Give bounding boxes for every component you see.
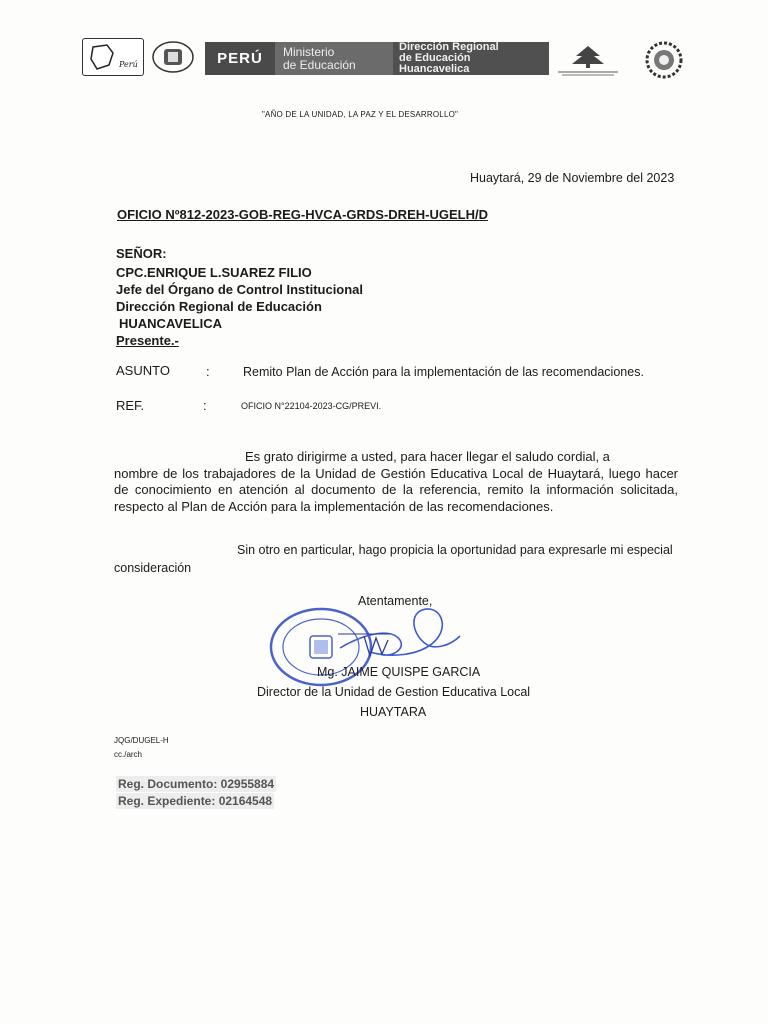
paragraph-1 — [114, 449, 678, 515]
document-date: Huaytará, 29 de Noviembre del 2023 — [470, 171, 675, 185]
asunto-colon: : — [206, 364, 210, 379]
signer-name: Mg. JAIME QUISPE GARCIA — [317, 665, 481, 679]
addressee-title: SEÑOR: — [116, 246, 167, 261]
signer-place: HUAYTARA — [360, 705, 427, 719]
presente-label: Presente.- — [116, 333, 179, 348]
initials: JQG/DUGEL-H — [114, 736, 169, 745]
paragraph-2-rest: consideración — [114, 561, 192, 575]
addressee-city: HUANCAVELICA — [119, 316, 223, 331]
cc-archive: cc./arch — [114, 750, 143, 759]
ugel-seal-icon — [640, 40, 688, 80]
addressee-position: Jefe del Órgano de Control Institucional — [116, 282, 364, 297]
addressee-name: CPC.ENRIQUE L.SUAREZ FILIO — [116, 265, 312, 280]
local-logo-icon — [83, 39, 143, 75]
ref-colon: : — [203, 398, 207, 413]
reg-expediente: Reg. Expediente: 02164548 — [118, 794, 273, 808]
huancavelica-tree-icon — [548, 42, 628, 76]
oficio-number: OFICIO Nº812-2023-GOB-REG-HVCA-GRDS-DREH-UGELH/D — [117, 207, 488, 222]
svg-text:Perú: Perú — [119, 60, 138, 69]
ref-text: OFICIO N°22104-2023-CG/PREVI. — [241, 401, 382, 411]
reg-documento: Reg. Documento: 02955884 — [118, 777, 275, 791]
paragraph-2-first-line: Sin otro en particular, hago propicia la oportunidad para expresarle mi especial — [237, 543, 673, 557]
peru-shield-icon — [150, 40, 196, 74]
year-motto: "AÑO DE LA UNIDAD, LA PAZ Y EL DESARROLLO" — [262, 110, 459, 119]
closing: Atentamente, — [358, 594, 433, 608]
asunto-label: ASUNTO — [116, 363, 170, 378]
dre-label: Dirección Regional de Educación Huancavelica — [393, 42, 549, 75]
peru-label: PERÚ — [205, 42, 275, 75]
signer-role: Director de la Unidad de Gestion Educativa Local — [257, 685, 531, 699]
ministry-banner — [205, 42, 549, 75]
addressee-institution: Dirección Regional de Educación — [116, 299, 322, 314]
paragraph-1-rest: nombre de los trabajadores de la Unidad de Gestión Educativa Local de Huaytará, luego hacer de conocimiento en atención al documento de la referencia, remito la información solicitada, respecto al Plan de Acción para la implementación de las recomendaciones. — [114, 465, 678, 514]
ref-label: REF. — [116, 398, 145, 413]
ministerio-label: Ministerio de Educación — [275, 42, 393, 75]
handwritten-signature — [330, 596, 470, 676]
local-logo — [82, 38, 144, 76]
asunto-text: Remito Plan de Acción para la implementación de las recomendaciones. — [243, 365, 644, 379]
paragraph-1-first-line: Es grato dirigirme a usted, para hacer llegar el saludo cordial, a — [245, 449, 610, 464]
